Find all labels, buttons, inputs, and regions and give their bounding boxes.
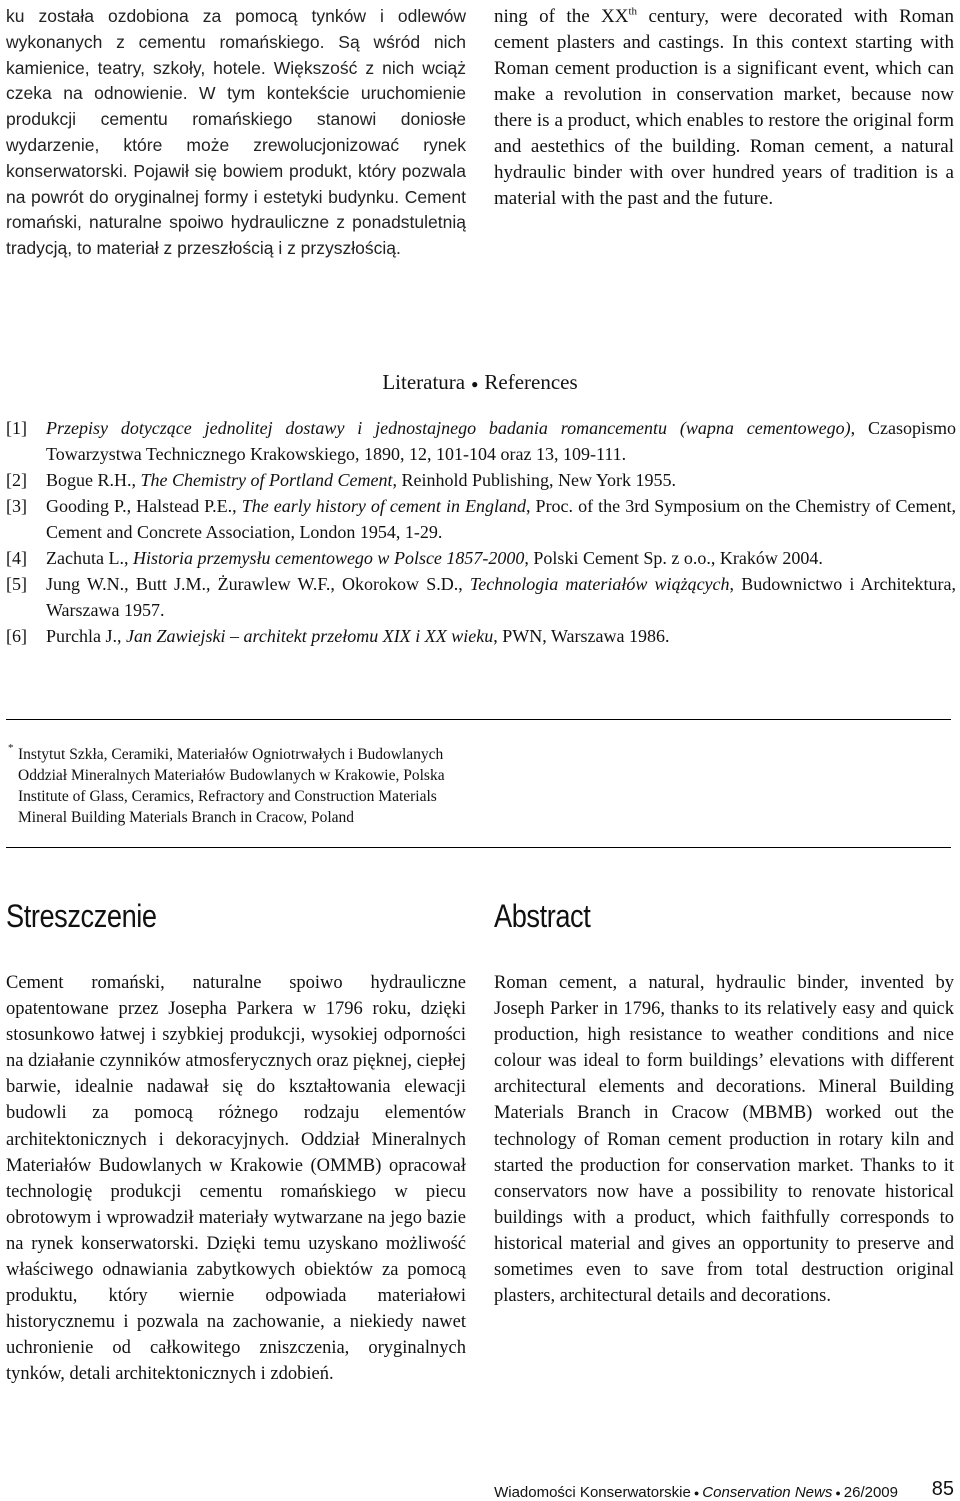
reference-item: [6, 623, 956, 649]
page-number: 85: [931, 1478, 954, 1500]
reference-title: Technologia materiałów wiążących: [469, 574, 730, 594]
reference-authors: Jung W.N., Butt J.M., Żurawlew W.F., Okorokow S.D.,: [46, 574, 470, 594]
abstract-text-pl: Cement romański, naturalne spoiwo hydrauliczne opatentowane przez Josepha Parkera w 1796 roku, dzięki stosunkowo łatwej i szybkiej produkcji, wysokiej odporności na działanie czynników atmosferycznych oraz pięknej, ciepłej barwie, idealnie nadawał się do kształtowania elewacji budowli za pomocą różnego rodzaju elementów architektonicznych i dekoracyjnych. Oddział Mineralnych Materiałów Budowlanych w Krakowie (OMMB) opracował technologię produkcji cementu romańskiego w piecu obrotowym i wprowadził materiały wytwarzane na jego bazie na rynek konserwatorski. Dzięki temu uzyskano możliwość właściwego odnawiania zabytkowych obiektów za pomocą produktu, który wiernie odpowiada materiałowi historycznemu i pozwala na zachowanie, a niekiedy nawet uchronienie od całkowitego zniszczenia, oryginalnych tynków, detali architektonicznych i zdobień.: [6, 973, 466, 1385]
reference-authors: Gooding P., Halstead P.E.,: [46, 496, 242, 516]
reference-item: [6, 415, 956, 467]
reference-authors: Bogue R.H.,: [46, 470, 141, 490]
reference-number: [1]: [6, 418, 27, 438]
reference-number: [5]: [6, 574, 27, 594]
references-heading-pl: Literatura: [382, 370, 466, 394]
reference-item: [6, 545, 956, 571]
references-heading: [0, 370, 960, 395]
references-heading-en: References: [484, 370, 578, 394]
reference-details: , Czasopismo Towarzystwa Technicznego Krakowskiego, 1890, 12, 101-104 oraz 13, 109-111.: [46, 418, 956, 464]
reference-title: Historia przemysłu cementowego w Polsce 1857-2000: [132, 548, 525, 568]
polish-body-text-top: ku została ozdobiona za pomocą tynków i odlewów wykonanych z cementu romańskiego. Są wśród nich kamienice, teatry, szkoły, hotele. Większość z nich wciąż czeka na odnowienie. W tym kontekście uruchomienie produkcji cementu romańskiego stanowi doniosłe wydarzenie, które może zrewolucjonizować rynek konserwatorski. Pojawił się bowiem produkt, który pozwala na powrót do oryginalnej formy i estetyki budynku. Cement romański, naturalne spoiwo hydrauliczne z ponadstuletnią tradycją, to materiał z przeszłością i z przyszłością.: [6, 6, 466, 259]
section-divider: [6, 719, 951, 720]
reference-item: [6, 571, 956, 623]
abstract-text-en: Roman cement, a natural, hydraulic binder, invented by Joseph Parker in 1796, thanks to its relatively easy and quick production, high resistance to weather conditions and nice colour was ideal to form buildings’ elevations with different architectural elements and decorations. Mineral Building Materials Branch in Cracow (MBMB) worked out the technology of Roman cement production in rotary kiln and started the production for conservation market. Thanks to it conservators now have a possibility to renovate historical buildings with a product, which faithfully corresponds to historical material and gives an opportunity to preserve and sometimes even to save from total destruction original plasters, architectural details and decorations.: [494, 973, 954, 1307]
english-body-pre: ning of the XX: [494, 6, 629, 27]
reference-authors: Zachuta L.,: [46, 548, 133, 568]
reference-title: The Chemistry of Portland Cement: [140, 470, 393, 490]
page-footer: [494, 1484, 898, 1501]
reference-authors: Purchla J.,: [46, 626, 126, 646]
superscript-th: th: [628, 5, 638, 18]
english-body-text-top: [494, 4, 954, 212]
affiliation-block: [8, 744, 445, 828]
reference-item: [6, 467, 956, 493]
affiliation-line: Institute of Glass, Ceramics, Refractory and Construction Materials: [18, 788, 437, 805]
reference-details: , Budownictwo i Architektura, Warszawa 1957.: [46, 574, 956, 620]
reference-title: Przepisy dotyczące jednolitej dostawy i jednostajnego badania romancementu (wapna cementowego): [46, 418, 851, 438]
journal-name-en: Conservation News: [702, 1484, 833, 1501]
reference-title: Jan Zawiejski – architekt przełomu XIX i XX wieku: [126, 626, 494, 646]
reference-details: , Reinhold Publishing, New York 1955.: [392, 470, 677, 490]
reference-details: , Proc. of the 3rd Symposium on the Chemistry of Cement, Cement and Concrete Association, London 1954, 1-29.: [46, 496, 956, 542]
journal-issue: 26/2009: [843, 1484, 898, 1501]
reference-item: [6, 493, 956, 545]
reference-details: , PWN, Warszawa 1986.: [493, 626, 670, 646]
reference-number: [3]: [6, 496, 27, 516]
affiliation-line: Oddział Mineralnych Materiałów Budowlanych w Krakowie, Polska: [18, 767, 445, 784]
reference-number: [2]: [6, 470, 27, 490]
affiliation-line: Mineral Building Materials Branch in Cracow, Poland: [18, 809, 355, 826]
references-list: [6, 415, 956, 649]
footer-bullet: ●: [835, 1488, 841, 1499]
footer-bullet: ●: [693, 1488, 700, 1499]
journal-name-pl: Wiadomości Konserwatorskie: [494, 1484, 691, 1501]
english-body-post: century, were decorated with Roman cement plasters and castings. In this context starting with Roman cement production is a significant event, which can make a revolution in conservation market, because now there is a product, which enables to restore the original form and aestethics of the building. Roman cement, a natural hydraulic binder with over hundred years of tradition is a material with the past and the future.: [494, 6, 955, 209]
abstract-title-pl: Streszczenie: [6, 898, 157, 934]
abstract-title-en: Abstract: [494, 898, 591, 934]
reference-details: , Polski Cement Sp. z o.o., Kraków 2004.: [524, 548, 823, 568]
reference-number: [6]: [6, 626, 27, 646]
affiliation-marker: *: [8, 742, 14, 754]
affiliation-line: Instytut Szkła, Ceramiki, Materiałów Ogniotrwałych i Budowlanych: [18, 746, 444, 763]
section-divider: [6, 847, 951, 848]
reference-title: The early history of cement in England: [241, 496, 526, 516]
reference-number: [4]: [6, 548, 27, 568]
bullet-separator: ●: [471, 376, 479, 391]
